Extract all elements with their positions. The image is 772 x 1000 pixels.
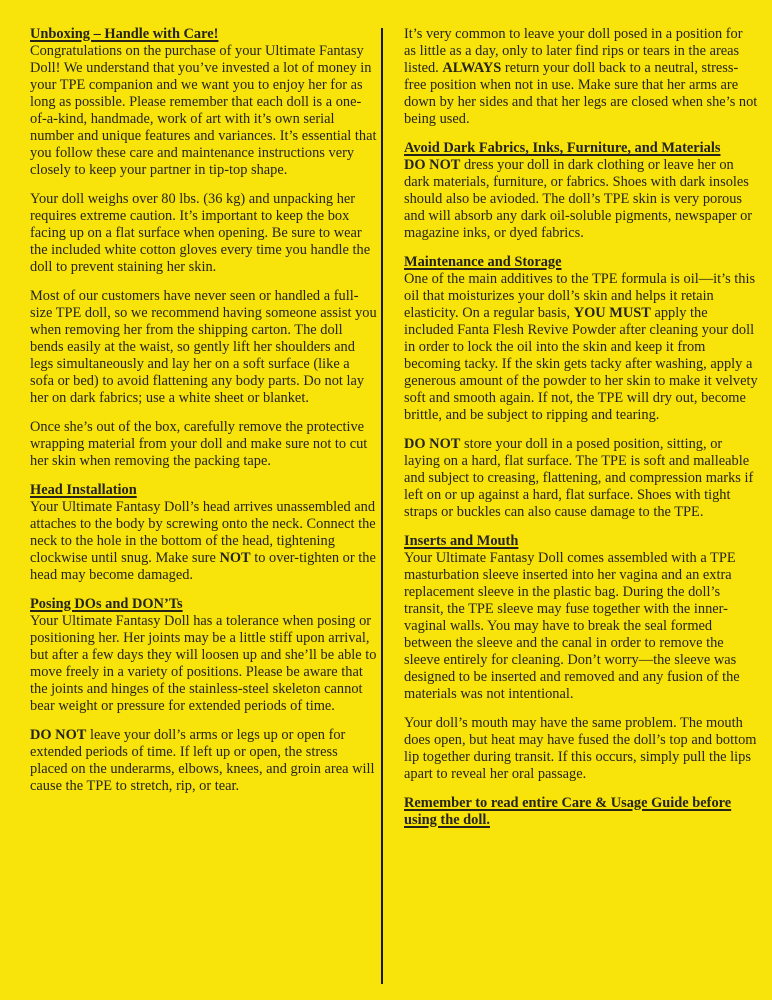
text-run: to over-tighten or the head may become damaged. <box>30 550 376 583</box>
right-column <box>404 26 758 1000</box>
paragraph <box>404 26 758 128</box>
section-heading <box>30 482 377 499</box>
paragraph <box>404 550 758 703</box>
section-heading <box>404 533 758 550</box>
text-run: leave your doll’s arms or legs up or open for extended periods of time. If left up or open, the stress placed on the underarms, elbows, knees, and groin area will cause the TPE to stretch, rip, or tear. <box>30 727 375 794</box>
text-run: It’s very common to leave your doll posed in a position for as little as a day, only to later find rips or tears in the areas listed. <box>404 26 743 76</box>
bold-text: DO NOT <box>30 727 87 743</box>
left-column <box>30 26 377 1000</box>
paragraph <box>30 288 377 407</box>
section-heading <box>30 26 377 43</box>
text-run: Once she’s out of the box, carefully remove the protective wrapping material from your doll and make sure not to cut her skin when removing the packing tape. <box>30 419 368 469</box>
text-run: Your Ultimate Fantasy Doll has a tolerance when posing or positioning her. Her joints may be a little stiff upon arrival, but after a few days they will loosen up and she’ll be able to move freely in a variety of positions. Please be aware that the joints and hinges of the stainless-steel skeleton cannot bear weight or pressure for extended periods of time. <box>30 613 377 714</box>
paragraph <box>30 43 377 179</box>
paragraph <box>404 271 758 424</box>
paragraph <box>30 419 377 470</box>
bold-text: DO NOT <box>404 436 461 452</box>
text-run: Congratulations on the purchase of your Ultimate Fantasy Doll! We understand that you’ve invested a lot of money in your TPE companion and we want you to enjoy her for as long as possible. Please remember that each doll is a one-of-a-kind, handmade, work of art with it’s own serial number and unique features and variances. It’s essential that you follow these care and maintenance instructions very closely to keep your partner in tip-top shape. <box>30 43 377 178</box>
column-divider <box>381 28 383 984</box>
text-run: apply the included Fanta Flesh Revive Powder after cleaning your doll in order to lock the oil into the skin and keep it from becoming tacky. If the skin gets tacky after washing, apply a generous amount of the powder to her skin to make it velvety soft and smooth again. If not, the TPE will dry out, become brittle, and be subject to ripping and tearing. <box>404 305 758 423</box>
bold-text: ALWAYS <box>442 60 502 76</box>
paragraph <box>404 715 758 783</box>
closing-note <box>404 795 758 829</box>
paragraph <box>30 191 377 276</box>
text-run: return your doll back to a neutral, stress-free position when not in use. Make sure that her arms are down by her sides and that her legs are closed when she’s not being used. <box>404 60 758 127</box>
text-run: Avoid Dark Fabrics, Inks, Furniture, and Materials <box>404 140 721 156</box>
text-run: One of the main additives to the TPE formula is oil—it’s this oil that moisturizes your doll’s skin and helps it retain elasticity. On a regular basis, <box>404 271 756 321</box>
bold-text: NOT <box>219 550 251 566</box>
section-heading <box>404 140 758 157</box>
text-run: Your doll’s mouth may have the same problem. The mouth does open, but heat may have fused the doll’s top and bottom lip together during transit. If this occurs, simply pull the lips apart to reveal her oral passage. <box>404 715 757 782</box>
section-heading <box>30 596 377 613</box>
paragraph <box>30 727 377 795</box>
section-heading <box>404 254 758 271</box>
paragraph <box>30 613 377 715</box>
text-run: Your doll weighs over 80 lbs. (36 kg) and unpacking her requires extreme caution. It’s important to keep the box facing up on a flat surface when opening. Be sure to wear the included white cotton gloves every time you handle the doll to prevent staining her skin. <box>30 191 371 275</box>
text-run: Most of our customers have never seen or handled a full-size TPE doll, so we recommend having someone assist you when removing her from the shipping carton. The doll bends easily at the waist, so gently lift her shoulders and legs simultaneously and lay her on a soft surface (like a sofa or bed) to avoid flattening any body parts. Do not lay her on dark fabrics; use a white sheet or blanket. <box>30 288 377 406</box>
text-run: Your Ultimate Fantasy Doll comes assembled with a TPE masturbation sleeve inserted into her vagina and an extra replacement sleeve in the plastic bag. During the doll’s transit, the TPE sleeve may fuse together with the inner-vaginal walls. You may have to break the seal formed between the sleeve and the canal in order to remove the sleeve entirely for cleaning. Don’t worry—the sleeve was designed to be inserted and removed and any fusion of the materials was not intentional. <box>404 550 740 702</box>
paragraph <box>30 499 377 584</box>
bold-text: YOU MUST <box>573 305 651 321</box>
paragraph <box>404 436 758 521</box>
text-run: Inserts and Mouth <box>404 533 519 549</box>
text-run: Remember to read entire Care & Usage Guide before using the doll. <box>404 795 732 828</box>
text-run: Posing DOs and DON’Ts <box>30 596 183 612</box>
paragraph <box>404 157 758 242</box>
text-run: Your Ultimate Fantasy Doll’s head arrives unassembled and attaches to the body by screwing onto the neck. Connect the neck to the hole in the bottom of the head, tightening clockwise until snug. Make sure <box>30 499 376 566</box>
text-run: dress your doll in dark clothing or leave her on dark materials, furniture, or fabrics. Shoes with dark insoles should also be avioded. The doll’s TPE skin is very porous and will absorb any dark oil-soluble pigments, newspaper or magazine inks, or dyed fabrics. <box>404 157 753 241</box>
text-run: Head Installation <box>30 482 137 498</box>
text-run: Unboxing – Handle with Care! <box>30 26 219 42</box>
text-run: Maintenance and Storage <box>404 254 562 270</box>
text-run: store your doll in a posed position, sitting, or laying on a hard, flat surface. The TPE is soft and malleable and subject to creasing, flattening, and compression marks if left on or up against a hard, flat surface. Shoes with tight straps or buckles can also cause damage to the TPE. <box>404 436 754 520</box>
bold-text: DO NOT <box>404 157 461 173</box>
